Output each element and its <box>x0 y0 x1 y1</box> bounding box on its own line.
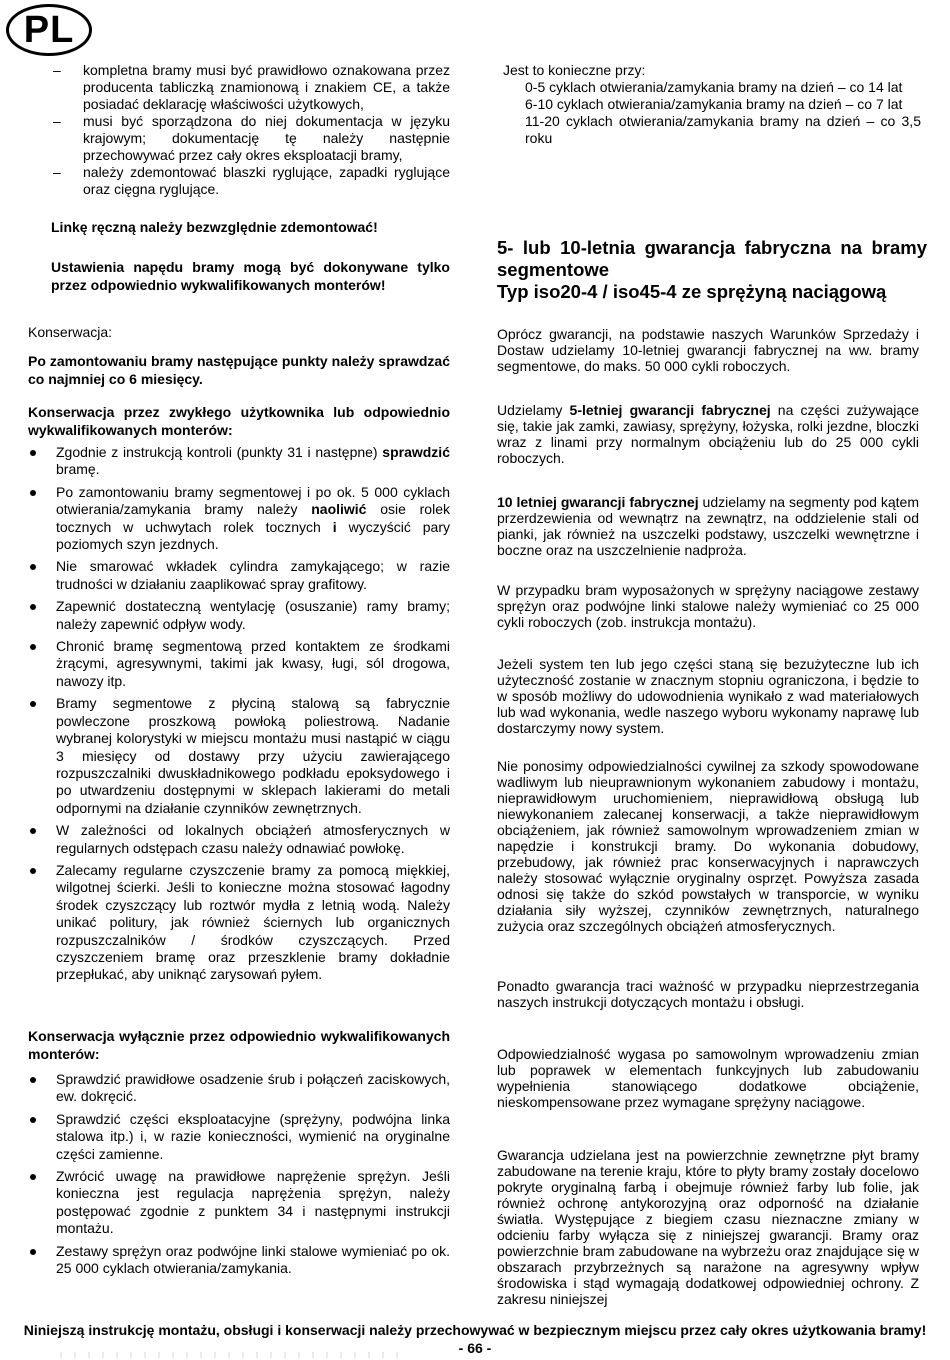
list-item: Chronić bramę segmentową przed kontaktem ze środkami żrącymi, agresywnymi, takimi jak kwasy, ługi, sól drogowa, nawozy itp. <box>28 638 450 690</box>
necessary-label: Jest to konieczne przy: <box>503 62 646 78</box>
list-item: – kompletna bramy musi być prawidłowo oznakowana przez producenta tabliczką znamionową i znakiem CE, a także posiadać deklarację właściwości użytkowych, <box>53 62 450 112</box>
list-item: Sprawdzić prawidłowe osadzenie śrub i połączeń zaciskowych, ew. dokręcić. <box>28 1071 450 1106</box>
list-item: Zapewnić dostateczną wentylację (osuszanie) ramy bramy; należy zapewnić odpływ wody. <box>28 598 450 633</box>
requirements-list <box>28 62 450 198</box>
warranty-paragraph: Oprócz gwarancji, na podstawie naszych Warunków Sprzedaży i Dostaw udzielamy 10-letniej gwarancji fabrycznej na ww. bramy segmentowe, do maks. 50 000 cykli roboczych. <box>497 326 919 374</box>
liability-paragraph: Odpowiedzialność wygasa po samowolnym wprowadzeniu zmian lub poprawek w elementach funkcyjnych lub zabudowaniu wypełnienia stanowiącego dodatkowe obciążenie, nieskompensowane przez wymagane sprężyny naciągowe. <box>497 1046 919 1110</box>
warranty-paragraph: W przypadku bram wyposażonych w sprężyny naciągowe zestawy sprężyn oraz podwójne linki stalowe należy wymieniać co 25 000 cykli roboczych (zob. instrukcja montażu). <box>497 582 919 630</box>
expert-maintenance-title: Konserwacja wyłącznie przez odpowiednio wykwalifikowanych monterów: <box>28 1028 450 1062</box>
warranty-paragraph: Gwarancja udzielana jest na powierzchnie zewnętrzne płyt bramy zabudowane na terenie kraju, które to płyty bramy zostały docelowo pokryte oryginalną farbą i obejmuje również farby lub folie, jak również ochronę antykorozyjną oraz odporność na działanie światła. Występujące z biegiem czasu nieznaczne zmiany w odcieniu farby wyłącza się z niniejszej gwarancji. Bramy oraz powierzchnie bram zabudowane na wybrzeżu oraz znajdujące się w obszarach przybrzeżnych są narażone na agresywny wpływ środowiska i stąd wymagają dodatkowej odpowiedniej ochrony. Z zakresu niniejszej <box>497 1147 919 1307</box>
maintenance-intro: Po zamontowaniu bramy następujące punkty należy sprawdzać co najmniej co 6 miesięcy. <box>28 353 450 387</box>
list-item: – należy zdemontować blaszki ryglujące, zapadki ryglujące oraz cięgna ryglujące. <box>53 164 450 197</box>
list-item: Zgodnie z instrukcją kontroli (punkty 31 i następne) sprawdzić bramę. <box>28 444 450 479</box>
user-maintenance-list <box>28 444 450 989</box>
list-item: W zależności od lokalnych obciążeń atmosferycznych w regularnych odstępach czasu należy odnawiać powłokę. <box>28 822 450 857</box>
user-maintenance-title: Konserwacja przez zwykłego użytkownika lub odpowiednio wykwalifikowanych monterów: <box>28 404 450 438</box>
warranty-paragraph: Udzielamy 5-letniej gwarancji fabrycznej na części zużywające się, takie jak zamki, zawiasy, sprężyny, łożyska, rolki jezdne, bloczki wraz z linami przy normalnym obciążeniu lub do 25 000 cykli roboczych. <box>497 402 919 466</box>
drive-settings-warning: Ustawienia napędu bramy mogą być dokonywane tylko przez odpowiednio wykwalifikowanych monterów! <box>51 259 450 293</box>
list-item: Sprawdzić części eksploatacyjne (sprężyny, podwójna linka stalowa itp.) i, w razie konieczności, wymienić na oryginalne części zamienne. <box>28 1111 450 1163</box>
expert-maintenance-list <box>28 1071 450 1282</box>
list-item: 6-10 cyklach otwierania/zamykania bramy na dzień – co 7 lat <box>525 96 903 112</box>
list-item: Zwrócić uwagę na prawidłowe naprężenie sprężyn. Jeśli konieczna jest regulacja naprężenia sprężyn, należy postępować zgodnie z punktem 34 i następnymi instrukcji montażu. <box>28 1168 450 1238</box>
storage-notice: Niniejszą instrukcję montażu, obsługi i konserwacji należy przechowywać w bezpiecznym miejscu przez cały okres użytkowania bramy! <box>23 1322 927 1338</box>
list-item: Po zamontowaniu bramy segmentowej i po ok. 5 000 cyklach otwierania/zamykania bramy należy naoliwić osie rolek tocznych w uchwytach rolek tocznych i wyczyścić pary poziomych szyn jezdnych. <box>28 484 450 554</box>
warranty-paragraph: 10 letniej gwarancji fabrycznej udzielamy na segmenty pod kątem przerdzewienia od wewnątrz na zewnątrz, na oddzielenie stali od pianki, jak również na uszczelki podstawy, uszczelki wewnętrzne i boczne oraz na uszczelnienie nadproża. <box>497 494 919 558</box>
list-item: – musi być sporządzona do niej dokumentacja w języku krajowym; dokumentację tę należy następnie przechowywać przez cały okres eksploatacji bramy, <box>53 113 450 163</box>
page-number: - 66 - <box>458 1340 492 1356</box>
scan-artifact <box>60 1352 400 1358</box>
list-item: 0-5 cyklach otwierania/zamykania bramy na dzień – co 14 lat <box>525 79 903 95</box>
list-item: Nie smarować wkładek cylindra zamykającego; w razie trudności w działaniu zaaplikować spray grafitowy. <box>28 558 450 593</box>
warranty-paragraph: Jeżeli system ten lub jego części staną się bezużyteczne lub ich użyteczność zostanie w znacznym stopniu ograniczona, i będzie to w sposób możliwy do udowodnienia wynikało z wad materiałowych lub wad wykonania, wedle naszego wyboru wykonamy naprawę lub dostarczymy nowy system. <box>497 656 919 736</box>
list-item: Bramy segmentowe z płyciną stalową są fabrycznie powleczone proszkową powłoką poliestrową. Nadanie wybranej kolorystyki w miejscu montażu musi nastąpić w ciągu 3 miesięcy od dostawy przy użyciu zawierającego rozpuszczalniki dwuskładnikowego podkładu epoksydowego i po utwardzeniu dostępnymi w sklepach lakierami do metali odpornymi na działanie czynników zewnętrznych. <box>28 695 450 817</box>
warranty-heading: 5- lub 10-letnia gwarancja fabryczna na bramy segmentowe <box>497 237 927 280</box>
list-item: 11-20 cyklach otwierania/zamykania bramy na dzień – co 3,5 roku <box>525 113 921 146</box>
country-badge: PL <box>6 4 92 56</box>
liability-paragraph: Ponadto gwarancja traci ważność w przypadku nieprzestrzegania naszych instrukcji dotyczących montażu i obsługi. <box>497 978 919 1010</box>
warranty-subheading: Typ iso20-4 / iso45-4 ze sprężyną naciągową <box>497 281 887 302</box>
cycle-list <box>525 79 921 147</box>
list-item: Zalecamy regularne czyszczenie bramy za pomocą miękkiej, wilgotnej ścierki. Jeśli to konieczne można stosować łagodny środek czyszczący lub roztwór mydła z letnią wodą. Należy unikać politury, jak również ściernych lub organicznych rozpuszczalników / środków czyszczących. Przed czyszczeniem bramę oraz przeszklenie bramy dokładnie przepłukać, aby uniknąć zarysowań pyłem. <box>28 862 450 984</box>
list-item: Zestawy sprężyn oraz podwójne linki stalowe wymieniać po ok. 25 000 cyklach otwierania/zamykania. <box>28 1243 450 1278</box>
manual-cable-warning: Linkę ręczną należy bezwzględnie zdemontować! <box>51 219 378 235</box>
left-column <box>28 60 450 198</box>
liability-paragraph: Nie ponosimy odpowiedzialności cywilnej za szkody spowodowane wadliwym lub nieuprawnionym wykonaniem zabudowy i montażu, nieprawidłowym uruchomieniem, nieprawidłową obsługą lub niewykonaniem zalecanej konserwacji, a także nieprawidłowym obciążeniem, jak również samowolnym wprowadzeniem zmian w napędzie i konstrukcji bramy. Do wykonania dobudowy, przebudowy, jak również prac konserwacyjnych i naprawczych należy stosować wyłącznie oryginalny osprzęt. Powyższa zasada odnosi się także do szkód powstałych w transporcie, w wyniku działania siły wyższej, czynników zewnętrznych, naturalnego zużycia oraz szczególnych obciążeń atmosferycznych. <box>497 758 919 934</box>
maintenance-title: Konserwacja: <box>28 324 113 340</box>
